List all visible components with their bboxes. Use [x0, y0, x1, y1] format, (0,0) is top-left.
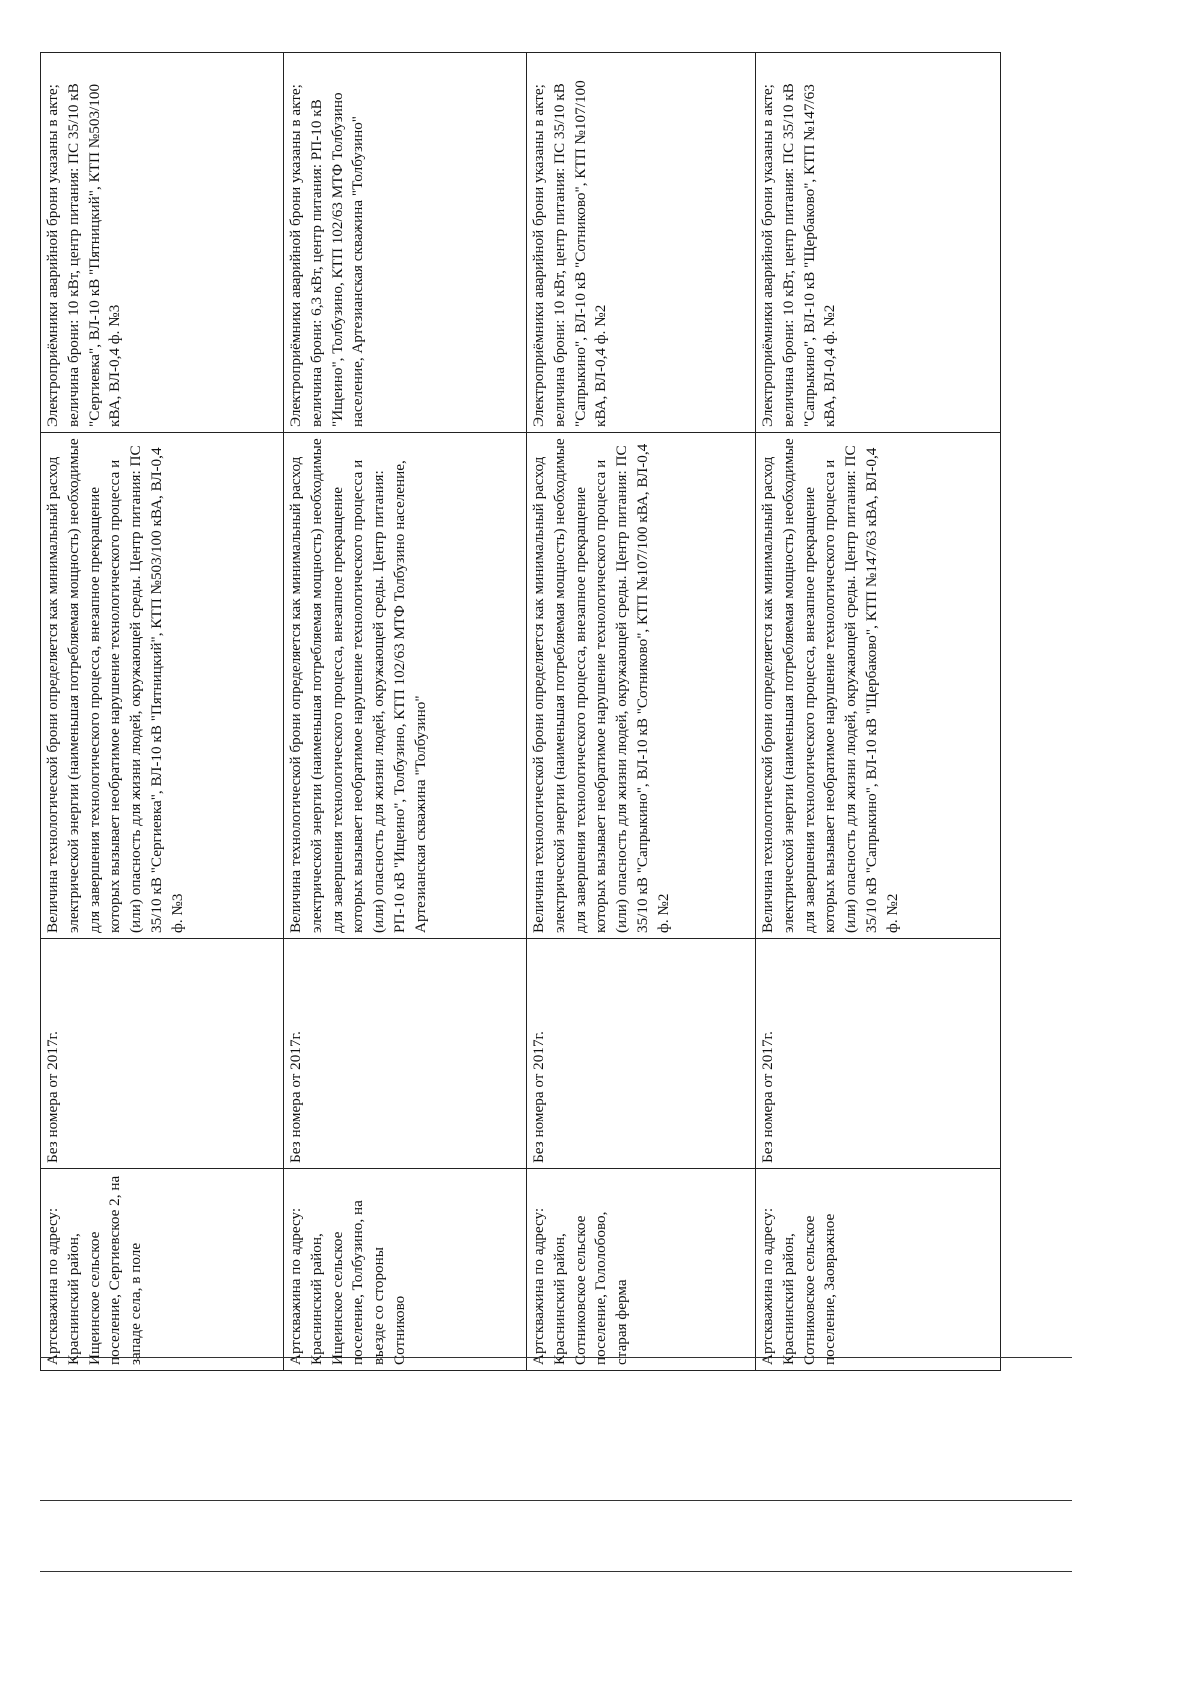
- emergency-reserve-cell: Электроприёмники аварийной брони указаны в акте; величина брони: 10 кВт, центр питания: ПС 35/10 кВ "Сергиевка", ВЛ-10 кВ "Пятницкий", КТП №503/100 кВА, ВЛ-0,4 ф. №3: [41, 53, 284, 433]
- horizontal-rule: [40, 1571, 1072, 1572]
- emergency-reserve-cell: Электроприёмники аварийной брони указаны в акте; величина брони: 10 кВт, центр питания: ПС 35/10 кВ "Сапрыкино", ВЛ-10 кВ "Сотниково", КТП №107/100 кВА, ВЛ-0,4 ф. №2: [527, 53, 756, 433]
- table-row: [756, 53, 1001, 1371]
- location-cell: Артскважина по адресу: Краснинский район, Сотниковское сельское поселение, Заовражное: [756, 1169, 1001, 1371]
- table-row: [41, 53, 284, 1371]
- emergency-reserve-cell: Электроприёмники аварийной брони указаны в акте; величина брони: 6,3 кВт, центр питания: РП-10 кВ "Ищеино", Толбузино, КТП 102/63 МТФ Толбузино население, Артезианская скважина "Толбузино": [284, 53, 527, 433]
- act-cell: Без номера от 2017г.: [527, 939, 756, 1169]
- emergency-reserve-cell: Электроприёмники аварийной брони указаны в акте; величина брони: 10 кВт, центр питания: ПС 35/10 кВ "Сапрыкино", ВЛ-10 кВ "Щербаково", КТП №147/63 кВА, ВЛ-0,4 ф. №2: [756, 53, 1001, 433]
- tech-reserve-cell: Величина технологической брони определяется как минимальный расход электрической энергии (наименьшая потребляемая мощность) необходимые для завершения технологического процесса, внезапное прекращение которых вызывает необратимое нарушение технологического процесса и (или) опасность для жизни людей, окружающей среды. Центр питания: ПС 35/10 кВ "Сергиевка", ВЛ-10 кВ "Пятницкий", КТП №503/100 кВА, ВЛ-0,4 ф. №3: [41, 433, 284, 939]
- emergency-reserve-table: [40, 52, 1001, 1371]
- horizontal-rule: [40, 1357, 1072, 1358]
- location-cell: Артскважина по адресу: Краснинский район, Ищеинское сельское поселение, Толбузино, на въезде со стороны Сотниково: [284, 1169, 527, 1371]
- location-cell: Артскважина по адресу: Краснинский район, Ищеинское сельское поселение, Сергиевское 2, на западе села, в поле: [41, 1169, 284, 1371]
- act-cell: Без номера от 2017г.: [756, 939, 1001, 1169]
- tech-reserve-cell: Величина технологической брони определяется как минимальный расход электрической энергии (наименьшая потребляемая мощность) необходимые для завершения технологического процесса, внезапное прекращение которых вызывает необратимое нарушение технологического процесса и (или) опасность для жизни людей, окружающей среды. Центр питания: ПС 35/10 кВ "Сапрыкино", ВЛ-10 кВ "Сотниково", КТП №107/100 кВА, ВЛ-0,4 ф. №2: [527, 433, 756, 939]
- tech-reserve-cell: Величина технологической брони определяется как минимальный расход электрической энергии (наименьшая потребляемая мощность) необходимые для завершения технологического процесса, внезапное прекращение которых вызывает необратимое нарушение технологического процесса и (или) опасность для жизни людей, окружающей среды. Центр питания: ПС 35/10 кВ "Сапрыкино", ВЛ-10 кВ "Щербаково", КТП №147/63 кВА, ВЛ-0,4 ф. №2: [756, 433, 1001, 939]
- act-cell: Без номера от 2017г.: [41, 939, 284, 1169]
- location-cell: Артскважина по адресу: Краснинский район, Сотниковское сельское поселение, Гололобово, старая ферма: [527, 1169, 756, 1371]
- act-cell: Без номера от 2017г.: [284, 939, 527, 1169]
- tech-reserve-cell: Величина технологической брони определяется как минимальный расход электрической энергии (наименьшая потребляемая мощность) необходимые для завершения технологического процесса, внезапное прекращение которых вызывает необратимое нарушение технологического процесса и (или) опасность для жизни людей, окружающей среды. Центр питания: РП-10 кВ "Ищеино", Толбузино, КТП 102/63 МТФ Толбузино население, Артезианская скважина "Толбузино": [284, 433, 527, 939]
- horizontal-rule: [40, 1500, 1072, 1501]
- table-row: [527, 53, 756, 1371]
- table-row: [284, 53, 527, 1371]
